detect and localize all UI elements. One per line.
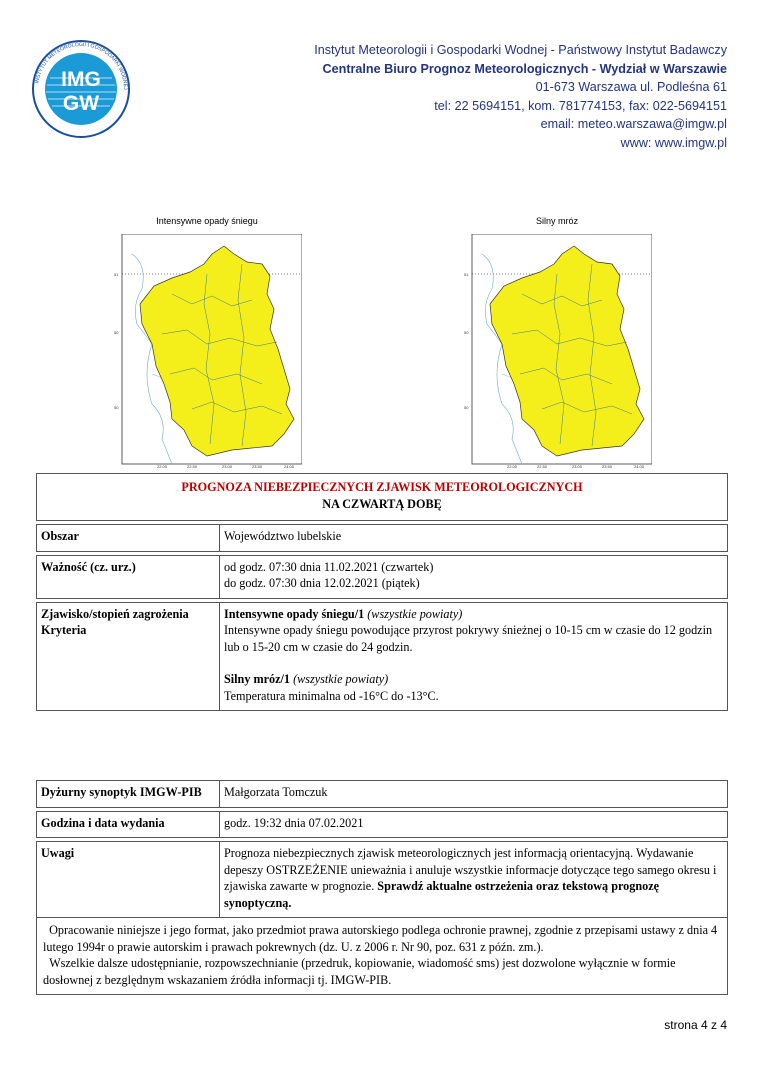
forecast-title: PROGNOZA NIEBEZPIECZNYCH ZJAWISK METEOROLOGICZNYCH NA CZWARTĄ DOBĘ [37,474,728,521]
svg-text:INSTYTUT METEOROLOGII I GOSPOD: INSTYTUT METEOROLOGII I GOSPODARKI WODNEJ [34,41,129,90]
snowfall-criteria: Intensywne opady śniegu powodujące przyrost pokrywy śnieżnej o 10-15 cm w czasie do 12 godzin lub o 15-20 cm w czasie do 24 godzin. [224,623,713,654]
map-lubelskie-snowfall [112,234,302,470]
area-value: Województwo lubelskie [220,525,728,552]
svg-text:23.50: 23.50 [602,464,613,469]
issue-date-label: Godzina i data wydania [37,811,220,838]
svg-text:IMG: IMG [61,68,101,91]
forecast-table [36,473,728,711]
institute-header [167,41,727,153]
synoptyk-value: Małgorzata Tomczuk [220,781,728,808]
frost-criteria: Temperatura minimalna od -16°C do -13°C. [224,688,439,703]
svg-text:23.50: 23.50 [252,464,263,469]
notes-value: Prognoza niebezpiecznych zjawisk meteorologicznych jest informacją orientacyjną. Wydawanie depeszy OSTRZEŻENIE unieważnia i anuluje wszystkie informacje dotyczące tego samego okresu i zjawiska zawarte w prognozie. Sprawdź aktualne ostrzeżenia oraz tekstową prognozę synoptyczną. [220,842,728,918]
svg-text:22.00: 22.00 [507,464,518,469]
page-number: strona 4 z 4 [664,1018,727,1032]
header-line-address: 01-673 Warszawa ul. Podleśna 61 [535,80,727,95]
area-label: Obszar [37,525,220,552]
svg-text:50: 50 [464,330,469,335]
svg-text:22.00: 22.00 [157,464,168,469]
svg-text:23.00: 23.00 [222,464,233,469]
synoptyk-label: Dyżurny synoptyk IMGW-PIB [37,781,220,808]
svg-text:22.50: 22.50 [537,464,548,469]
map-title-snowfall: Intensywne opady śniegu [156,216,258,226]
issue-table [36,780,728,995]
svg-text:24.00: 24.00 [634,464,645,469]
map-lubelskie-frost [462,234,652,470]
header-line-institute: Instytut Meteorologii i Gospodarki Wodnej - Państwowy Instytut Badawczy [314,43,727,57]
svg-text:22.50: 22.50 [187,464,198,469]
svg-text:51: 51 [464,272,469,277]
svg-text:GW: GW [62,92,100,115]
phenomenon-value: Intensywne opady śniegu/1 (wszystkie powiaty) Intensywne opady śniegu powodujące przyrost pokrywy śnieżnej o 10-15 cm w czasie do 12 godzin lub o 15-20 cm w czasie do 24 godzin. Silny mróz/1 (wszystkie powiaty) Temperatura minimalna od -16°C do -13°C. [220,602,728,711]
header-line-department: Centralne Biuro Prognoz Meteorologicznych - Wydział w Warszawie [322,61,727,76]
svg-text:50: 50 [464,405,469,410]
header-line-phone: tel: 22 5694151, kom. 781774153, fax: 022-5694151 [434,98,727,113]
svg-text:24.00: 24.00 [284,464,295,469]
phenomenon-label: Zjawisko/stopień zagrożenia Kryteria [37,602,220,711]
svg-text:50: 50 [114,330,119,335]
header-line-email[interactable]: email: meteo.warszawa@imgw.pl [540,117,727,132]
copyright-note: Opracowanie niniejsze i jego format, jako przedmiot prawa autorskiego podlega ochronie prawnej, zgodnie z przepisami ustawy z dnia 4 lutego 1994r o prawie autorskim i prawach pokrewnych (dz. U. z 2006 r. Nr 90, poz. 631 z późn. zm.). Wszelkie dalsze udostępnianie, rozpowszechnianie (przedruk, kopiowanie, wiadomość sms) jest dozwolone wyłącznie w formie dosłownej z bezględnym wskazaniem źródła informacji tj. IMGW-PIB. [37,918,728,995]
notes-label: Uwagi [37,842,220,918]
validity-label: Ważność (cz. urz.) [37,555,220,598]
header-line-www[interactable]: www: www.imgw.pl [620,135,727,150]
svg-text:50: 50 [114,405,119,410]
svg-text:23.00: 23.00 [572,464,583,469]
svg-text:51: 51 [114,272,119,277]
map-frost [462,216,652,470]
validity-value: od godz. 07:30 dnia 11.02.2021 (czwartek) do godz. 07:30 dnia 12.02.2021 (piątek) [220,555,728,598]
imgw-logo [30,38,132,140]
map-snowfall [112,216,302,470]
map-title-frost: Silny mróz [535,216,578,226]
issue-date-value: godz. 19:32 dnia 07.02.2021 [220,811,728,838]
